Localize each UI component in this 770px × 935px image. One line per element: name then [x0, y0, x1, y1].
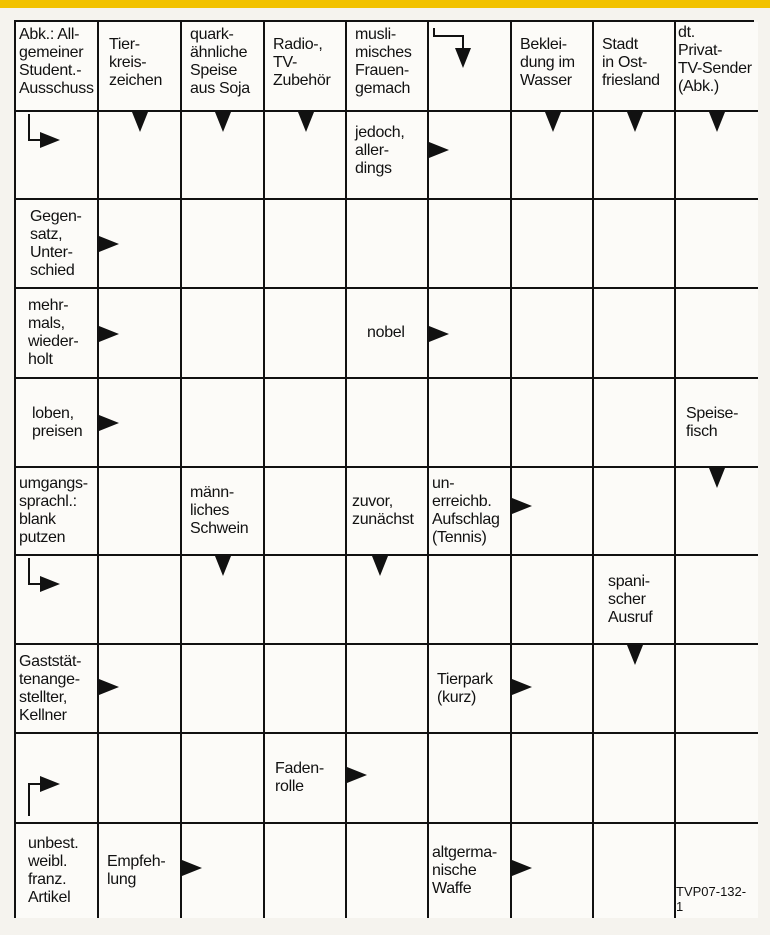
- grid-cell: [512, 289, 594, 379]
- clue-text: un- erreichb. Aufschlag (Tennis): [432, 475, 500, 546]
- grid-cell: [347, 379, 429, 468]
- clue-cell: [347, 468, 429, 556]
- clue-text: altgerma- nische Waffe: [432, 844, 497, 897]
- down-arrow-icon: [545, 112, 561, 132]
- grid-cell: [182, 200, 265, 289]
- clue-cell: [16, 645, 99, 734]
- right-arrow-icon: [429, 326, 449, 342]
- grid-cell: [429, 379, 512, 468]
- grid-cell: [265, 289, 347, 379]
- grid-cell: [265, 468, 347, 556]
- grid-cell: [265, 824, 347, 918]
- grid-cell: [676, 112, 758, 200]
- grid-cell: [99, 379, 182, 468]
- right-arrow-icon: [429, 142, 449, 158]
- clue-cell: [16, 200, 99, 289]
- grid-cell: [676, 468, 758, 556]
- clue-cell: [16, 379, 99, 468]
- clue-cell: [182, 22, 265, 112]
- right-arrow-icon: [512, 679, 532, 695]
- clue-text: Faden- rolle: [275, 760, 324, 795]
- right-arrow-icon: [182, 860, 202, 876]
- clue-cell: [16, 468, 99, 556]
- clue-cell: [347, 289, 429, 379]
- grid-cell: [347, 645, 429, 734]
- arrow-cell: [16, 734, 99, 824]
- clue-cell: [676, 22, 758, 112]
- grid-cell: [99, 645, 182, 734]
- bent-arrow-icon: [26, 758, 76, 818]
- clue-text: männ- liches Schwein: [190, 484, 249, 537]
- clue-text: quark- ähnliche Speise aus Soja: [190, 26, 250, 97]
- clue-cell: [429, 824, 512, 918]
- clue-text: zuvor, zunächst: [352, 493, 414, 528]
- grid-cell: [512, 645, 594, 734]
- grid-cell: [512, 379, 594, 468]
- grid-cell: [347, 200, 429, 289]
- clue-cell: [429, 468, 512, 556]
- clue-cell: [512, 22, 594, 112]
- top-color-band: [0, 0, 770, 8]
- grid-cell: [594, 645, 676, 734]
- grid-cell: [594, 289, 676, 379]
- grid-cell: [99, 200, 182, 289]
- grid-cell: [429, 200, 512, 289]
- clue-text: Gaststät- tenange- stellter, Kellner: [19, 652, 82, 724]
- right-arrow-icon: [512, 498, 532, 514]
- grid-cell: [512, 824, 594, 918]
- down-arrow-icon: [372, 556, 388, 576]
- grid-cell: [182, 289, 265, 379]
- down-arrow-icon: [132, 112, 148, 132]
- bent-arrow-icon: [26, 558, 76, 608]
- grid-cell: [594, 200, 676, 289]
- down-arrow-icon: [627, 112, 643, 132]
- grid-cell: [429, 289, 512, 379]
- grid-cell: [265, 112, 347, 200]
- grid-cell: [347, 734, 429, 824]
- grid-cell: [512, 468, 594, 556]
- bent-arrow-icon: [26, 114, 76, 164]
- clue-text: Tierpark (kurz): [437, 670, 493, 706]
- grid-cell: [429, 734, 512, 824]
- grid-cell: [182, 824, 265, 918]
- bent-arrow-icon: [431, 28, 481, 78]
- clue-text: mehr- mals, wieder- holt: [28, 297, 79, 368]
- clue-text: nobel: [367, 324, 405, 341]
- clue-cell: [594, 22, 676, 112]
- clue-text: Gegen- satz, Unter- schied: [30, 207, 82, 279]
- clue-text: Speise- fisch: [686, 404, 739, 440]
- clue-cell: [265, 734, 347, 824]
- grid-cell: [594, 734, 676, 824]
- down-arrow-icon: [215, 112, 231, 132]
- grid-cell: [512, 200, 594, 289]
- grid-cell: [512, 112, 594, 200]
- right-arrow-icon: [347, 767, 367, 783]
- grid-cell: [265, 379, 347, 468]
- clue-text: loben, preisen: [32, 404, 83, 440]
- clue-cell: [265, 22, 347, 112]
- clue-cell: [429, 645, 512, 734]
- clue-cell: [182, 468, 265, 556]
- grid-cell: [99, 556, 182, 645]
- grid-cell: [99, 289, 182, 379]
- clue-text: Stadt in Ost- friesland: [602, 36, 660, 89]
- clue-text: Radio-, TV- Zubehör: [273, 36, 331, 89]
- grid-cell: [265, 645, 347, 734]
- down-arrow-icon: [215, 556, 231, 576]
- clue-text: Empfeh- lung: [107, 853, 166, 888]
- arrow-cell: [429, 22, 512, 112]
- down-arrow-icon: [627, 645, 643, 665]
- clue-text: Abk.: All- gemeiner Student.- Ausschuss: [19, 26, 94, 97]
- grid-cell: [347, 824, 429, 918]
- clue-cell: [16, 824, 99, 918]
- grid-cell: [99, 112, 182, 200]
- right-arrow-icon: [512, 860, 532, 876]
- grid-cell: [676, 734, 758, 824]
- grid-cell: [676, 645, 758, 734]
- grid-cell: [429, 556, 512, 645]
- clue-text: musli- misches Frauen- gemach: [355, 26, 412, 97]
- clue-cell: [99, 22, 182, 112]
- clue-cell: [676, 379, 758, 468]
- right-arrow-icon: [99, 236, 119, 252]
- down-arrow-icon: [709, 112, 725, 132]
- grid-cell: [594, 112, 676, 200]
- clue-cell: [594, 556, 676, 645]
- right-arrow-icon: [99, 679, 119, 695]
- grid-cell: [594, 468, 676, 556]
- clue-text: unbest. weibl. franz. Artikel: [28, 835, 79, 906]
- grid-cell: [347, 556, 429, 645]
- clue-text: dt. Privat- TV-Sender (Abk.): [678, 24, 752, 95]
- grid-cell: [99, 734, 182, 824]
- grid-cell: [594, 379, 676, 468]
- clue-cell: [16, 289, 99, 379]
- grid-cell: [676, 200, 758, 289]
- grid-cell: [265, 556, 347, 645]
- grid-cell: [182, 645, 265, 734]
- arrow-cell: [16, 112, 99, 200]
- clue-text: spani- scher Ausruf: [608, 572, 653, 626]
- clue-cell: [16, 22, 99, 112]
- grid-cell: [265, 200, 347, 289]
- clue-cell: [347, 112, 429, 200]
- grid-cell: [182, 112, 265, 200]
- clue-text: umgangs- sprachl.: blank putzen: [19, 475, 88, 546]
- down-arrow-icon: [709, 468, 725, 488]
- clue-text: jedoch, aller- dings: [355, 124, 405, 177]
- puzzle-code: TVP07-132-1: [676, 884, 747, 914]
- grid-cell: [182, 379, 265, 468]
- grid-cell: [512, 556, 594, 645]
- crossword-grid: [14, 20, 754, 918]
- clue-text: Beklei- dung im Wasser: [520, 36, 575, 89]
- grid-cell: [676, 556, 758, 645]
- grid-cell: [99, 468, 182, 556]
- grid-cell: [429, 112, 512, 200]
- down-arrow-icon: [298, 112, 314, 132]
- grid-cell: [676, 824, 758, 918]
- clue-cell: [99, 824, 182, 918]
- grid-cell: [512, 734, 594, 824]
- grid-cell: [182, 734, 265, 824]
- clue-cell: [347, 22, 429, 112]
- arrow-cell: [16, 556, 99, 645]
- grid-cell: [182, 556, 265, 645]
- right-arrow-icon: [99, 326, 119, 342]
- clue-text: Tier- kreis- zeichen: [109, 36, 163, 89]
- grid-cell: [594, 824, 676, 918]
- right-arrow-icon: [99, 415, 119, 431]
- grid-cell: [676, 289, 758, 379]
